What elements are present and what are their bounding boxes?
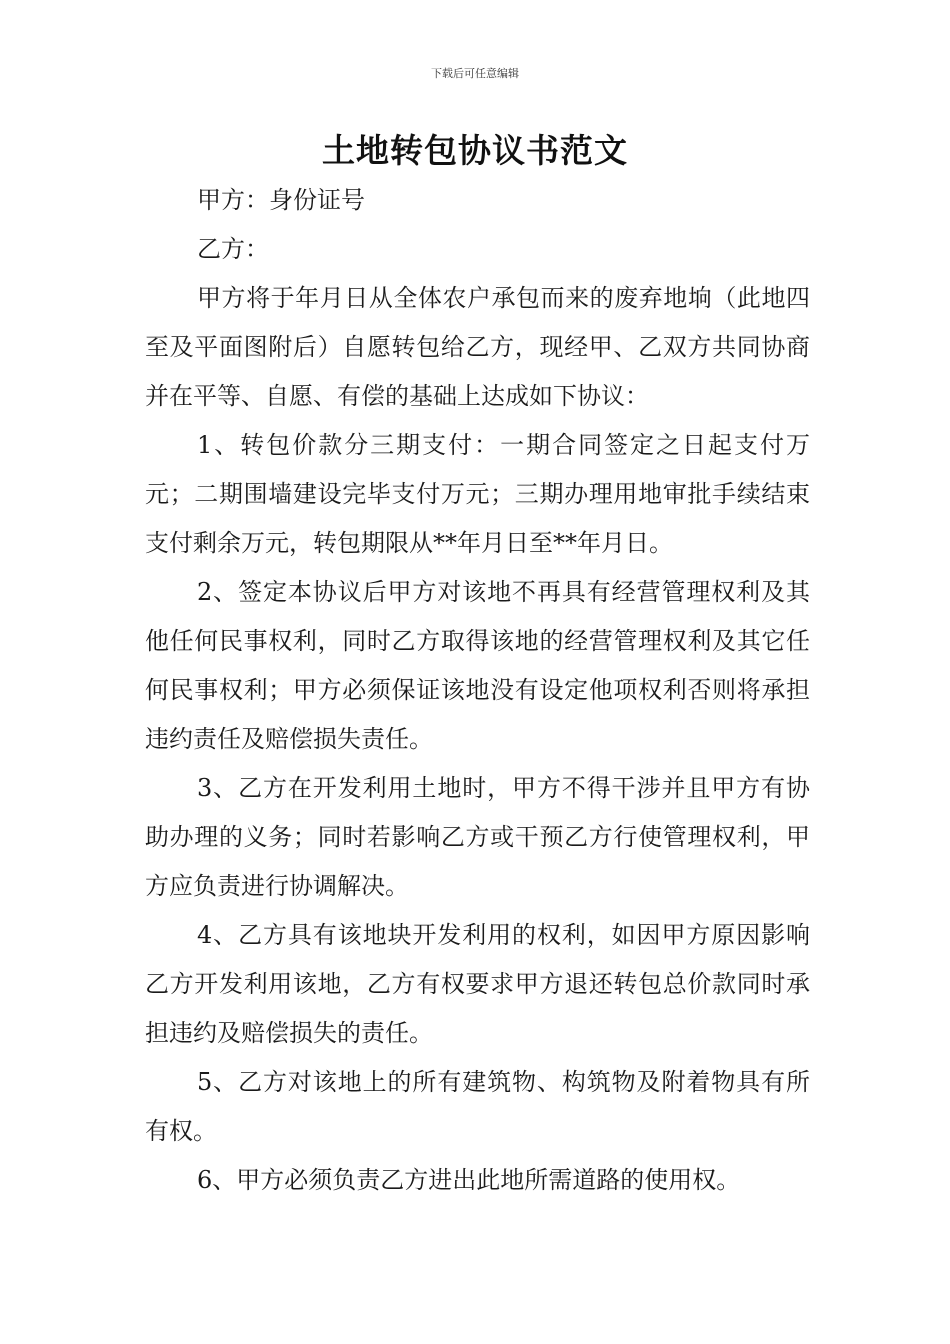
agreement-body: [145, 274, 810, 1205]
party-a-line: [145, 176, 810, 225]
download-note: 下载后可任意编辑: [431, 67, 519, 80]
clause-2-rights-transfer: 2、签定本协议后甲方对该地不再具有经营管理权利及其他任何民事权利，同时乙方取得该地的经营管理权利及其它任何民事权利；甲方必须保证该地没有设定他项权利否则将承担违约责任及赔偿损失责任。: [145, 578, 810, 753]
clause-4-liability: 4、乙方具有该地块开发利用的权利，如因甲方原因影响乙方开发利用该地，乙方有权要求甲方退还转包总价款同时承担违约及赔偿损失的责任。: [145, 921, 810, 1047]
clause-3-development: 3、乙方在开发利用土地时，甲方不得干涉并且甲方有协助办理的义务；同时若影响乙方或干预乙方行使管理权利，甲方应负责进行协调解决。: [145, 774, 810, 900]
clause-6-road-access: 6、甲方必须负责乙方进出此地所需道路的使用权。: [197, 1166, 741, 1194]
party-b-text: 乙方：: [197, 235, 269, 263]
intro-paragraph: 甲方将于年月日从全体农户承包而来的废弃地垧（此地四至及平面图附后）自愿转包给乙方，现经甲、乙双方共同协商并在平等、自愿、有偿的基础上达成如下协议：: [145, 284, 810, 410]
clause-1-payment: 1、转包价款分三期支付：一期合同签定之日起支付万元；二期围墙建设完毕支付万元；三期办理用地审批手续结束支付剩余万元，转包期限从**年月日至**年月日。: [145, 431, 810, 557]
clause-5-ownership: 5、乙方对该地上的所有建筑物、构筑物及附着物具有所有权。: [145, 1068, 810, 1145]
party-a-text: 甲方：身份证号: [197, 186, 365, 214]
party-b-line: [145, 225, 810, 274]
document-title: 土地转包协议书范文: [322, 131, 628, 170]
